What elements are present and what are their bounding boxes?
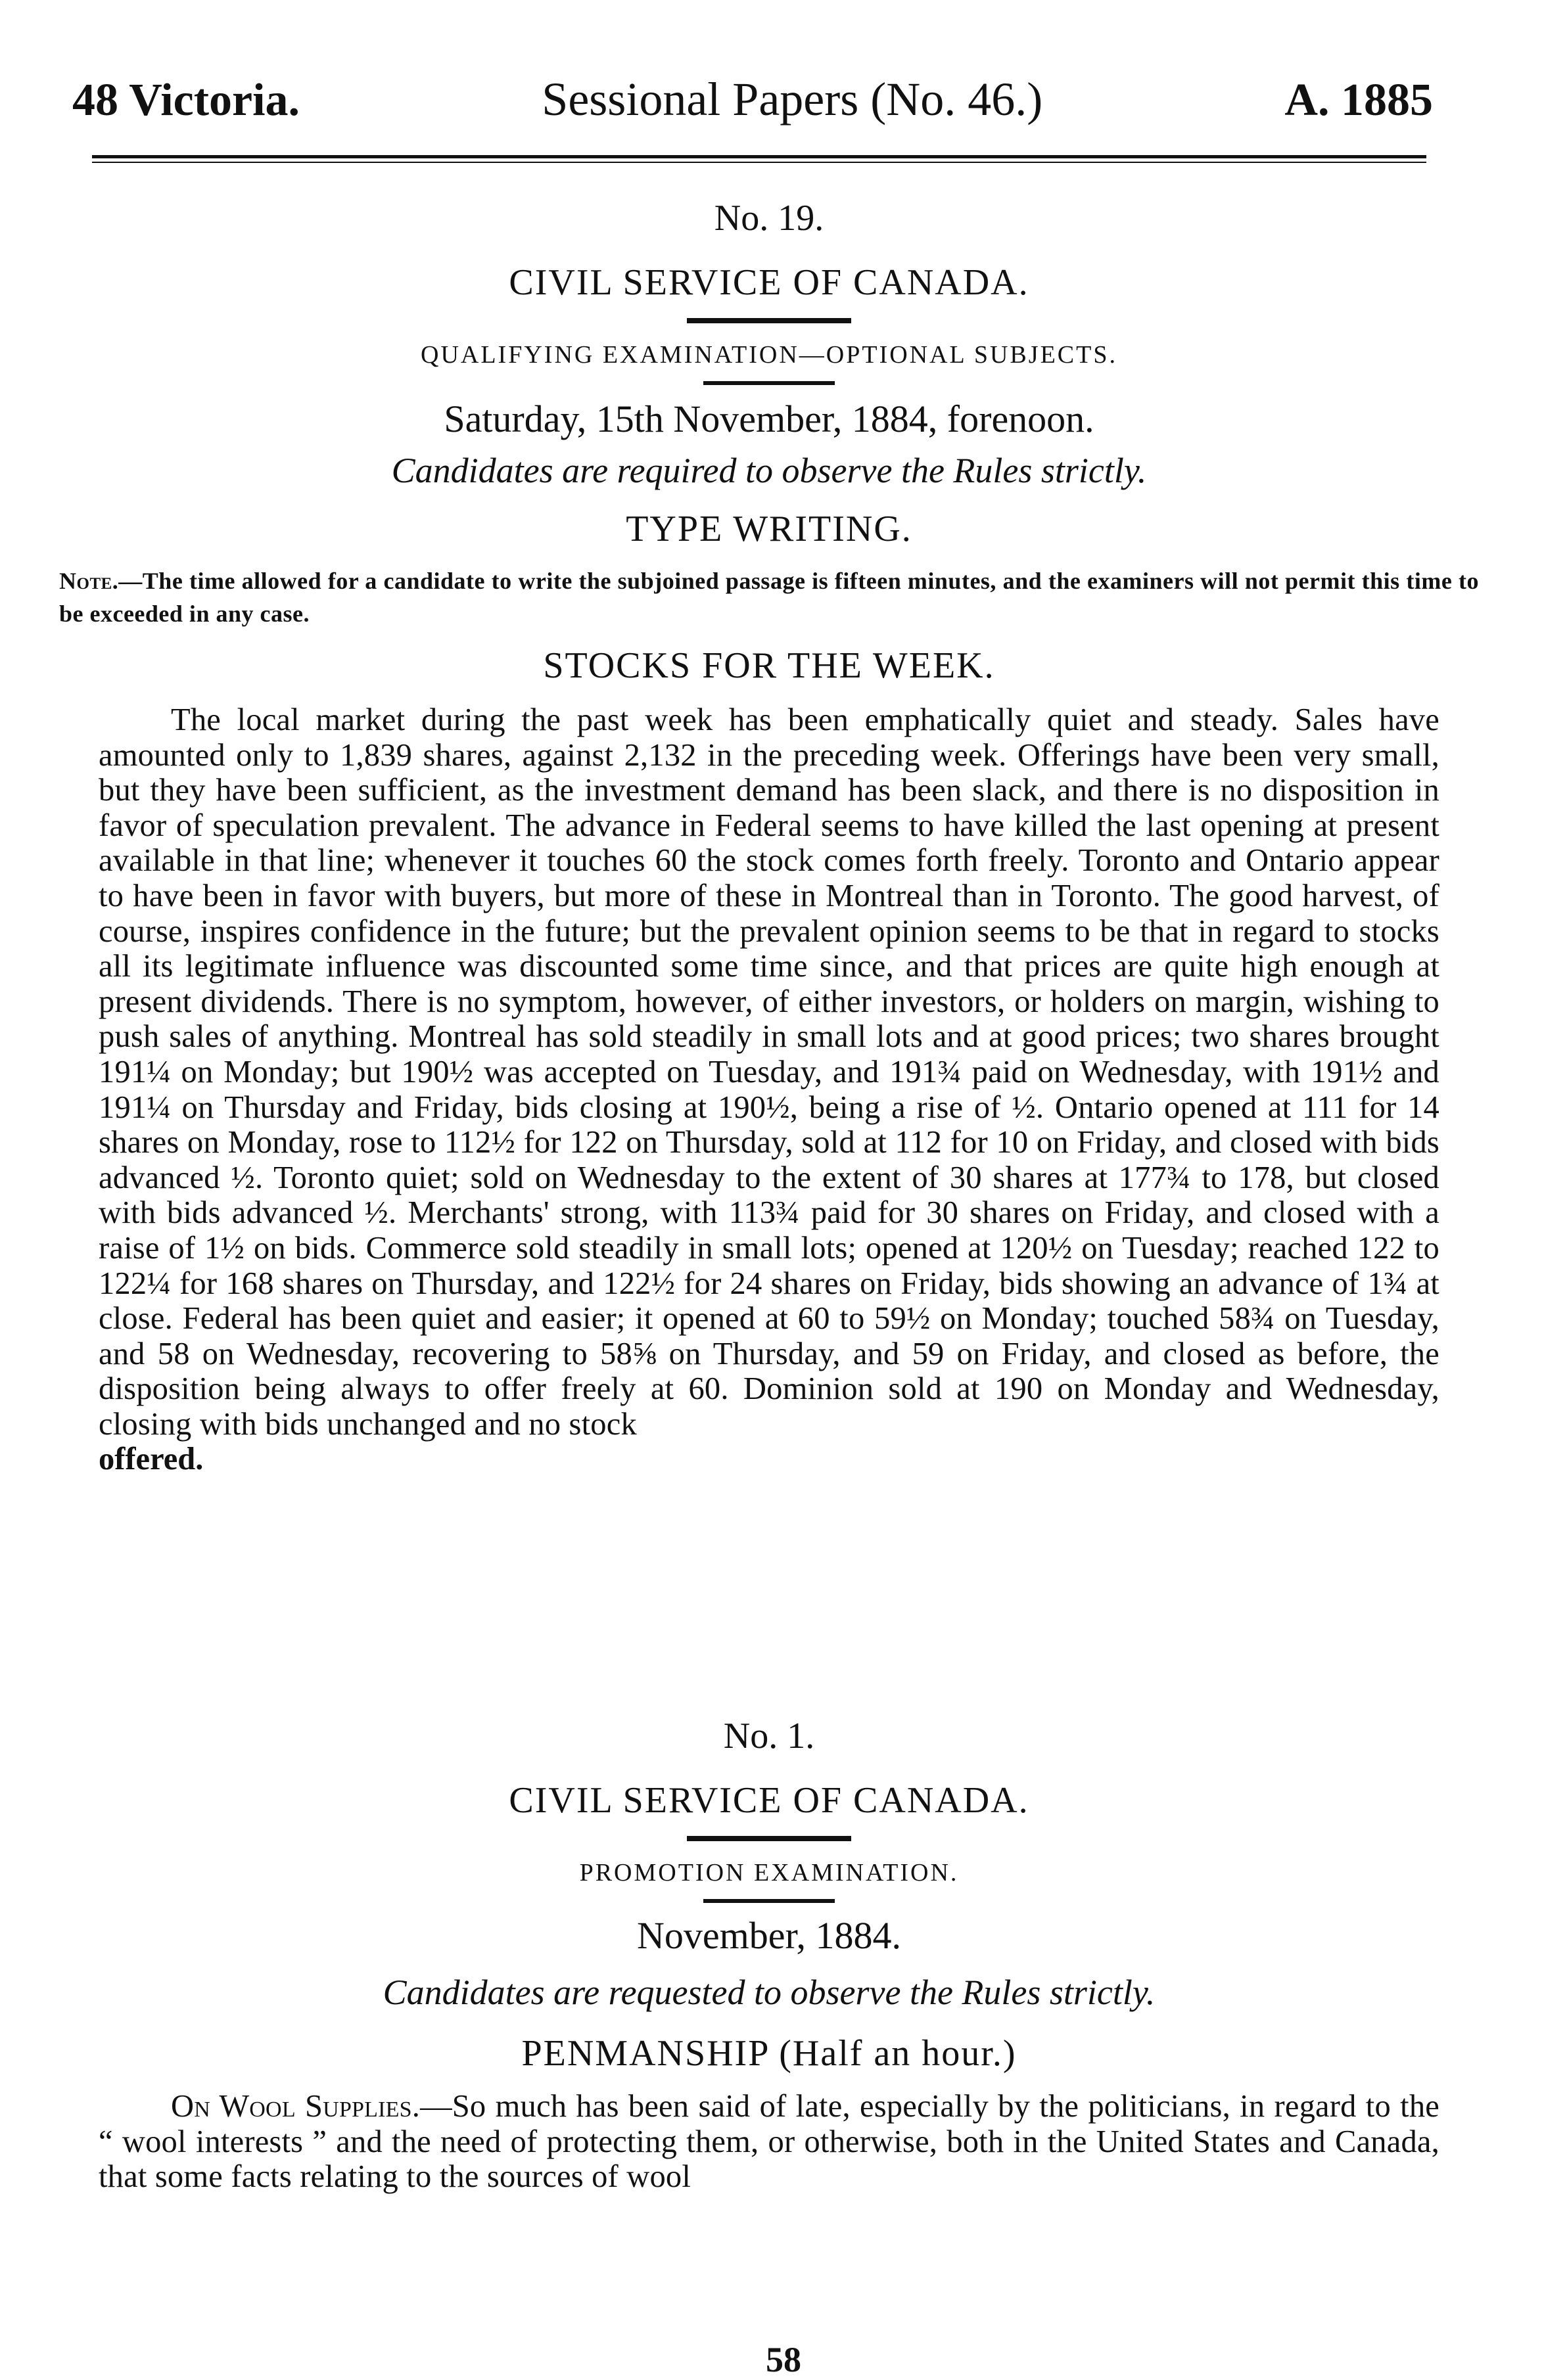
passage-title: STOCKS FOR THE WEEK.: [543, 645, 995, 686]
passage-text: [99, 2089, 1439, 2195]
short-rule: [687, 318, 851, 323]
short-rule: [703, 1899, 835, 1903]
header-right: A. 1885: [1284, 75, 1433, 126]
passage-text: The local market during the past week has been emphatically quiet and steady. Sales have amounted only to 1,839 shares, against 2,132 in the preceding week. Offerings have been very small, but they have been sufficient, as the investment demand has been slack, and there is no disposition in favor of speculation prevalent. The advance in Federal seems to have killed the last opening at present available in that line; whenever it touches 60 the stock comes forth freely. Toronto and Ontario appear to have been in favor with buyers, but more of these in Montreal than in Toronto. The good harvest, of course, inspires confidence in the future; but the prevalent opinion seems to be that in regard to stocks all its legitimate influence was discounted some time since, and that prices are quite high enough at present dividends. There is no symptom, however, of either investors, or holders on margin, wishing to push sales of anything. Montreal has sold steadily in small lots and at good prices; two shares brought 191¼ on Monday; but 190½ was accepted on Tuesday, and 191¾ paid on Wednesday, with 191½ and 191¼ on Thursday and Friday, bids closing at 190½, being a rise of ½. Ontario opened at 111 for 14 shares on Monday, rose to 112½ for 122 on Thursday, sold at 112 for 10 on Friday, and closed with bids advanced ½. Toronto quiet; sold on Wednesday to the extent of 30 shares at 177¾ to 178, but closed with bids advanced ½. Merchants' strong, with 113¾ paid for 30 shares on Friday, and closed with a raise of 1½ on bids. Commerce sold steadily in small lots; opened at 120½ on Tuesday; reached 122 to 122¼ for 168 shares on Thursday, and 122½ for 24 shares on Friday, bids showing an advance of 1¾ at close. Federal has been quiet and easier; it opened at 60 to 59½ on Monday; touched 58¾ on Tuesday, and 58 on Wednesday, recovering to 58⅝ on Thursday, and 59 on Friday, and closed as before, the disposition being always to offer freely at 60. Dominion sold at 190 on Monday and Wednesday, closing with bids unchanged and no stock: [99, 702, 1439, 1442]
short-rule: [703, 381, 835, 385]
exam-number: No. 1.: [723, 1716, 815, 1756]
exam-date: November, 1884.: [637, 1914, 901, 1957]
header-left: 48 Victoria.: [72, 75, 300, 126]
exam-subject: PENMANSHIP (Half an hour.): [521, 2033, 1017, 2074]
note-text: —The time allowed for a candidate to write the subjoined passage is fifteen minutes, and the examiners will not permit this time to be exceeded in any case.: [59, 568, 1479, 627]
short-rule: [687, 1836, 851, 1841]
exam-instruction: Candidates are requested to observe the Rules strictly.: [383, 1973, 1156, 2012]
header-center: Sessional Papers (No. 46.): [542, 73, 1043, 126]
note-label: Note.: [59, 568, 119, 594]
passage-end: offered.: [99, 1442, 204, 1477]
exam-section-1: [59, 197, 1479, 1477]
exam-note: [59, 564, 1479, 630]
passage-body: —So much has been said of late, especially by the politicians, in regard to the “ wool interests ” and the need of protecting them, or otherwise, both in the United States and Canada, that some facts relating to the sources of wool: [99, 2089, 1439, 2195]
running-header: [72, 72, 1433, 125]
exam-instruction: Candidates are required to observe the Rules strictly.: [391, 451, 1147, 490]
page-number: 58: [766, 2340, 801, 2379]
exam-type: PROMOTION EXAMINATION.: [579, 1859, 959, 1887]
exam-subject: TYPE WRITING.: [626, 509, 912, 549]
header-rule: [92, 155, 1426, 158]
exam-type: QUALIFYING EXAMINATION—OPTIONAL SUBJECTS.: [421, 341, 1117, 369]
exam-org: CIVIL SERVICE OF CANADA.: [509, 1780, 1029, 1821]
exam-number: No. 19.: [714, 198, 824, 239]
header-rule-thin: [92, 162, 1426, 163]
exam-org: CIVIL SERVICE OF CANADA.: [509, 262, 1029, 303]
exam-section-2: [99, 1715, 1439, 2195]
exam-date: Saturday, 15th November, 1884, forenoon.: [444, 398, 1094, 440]
passage-lead-in: On Wool Supplies.: [171, 2089, 421, 2124]
